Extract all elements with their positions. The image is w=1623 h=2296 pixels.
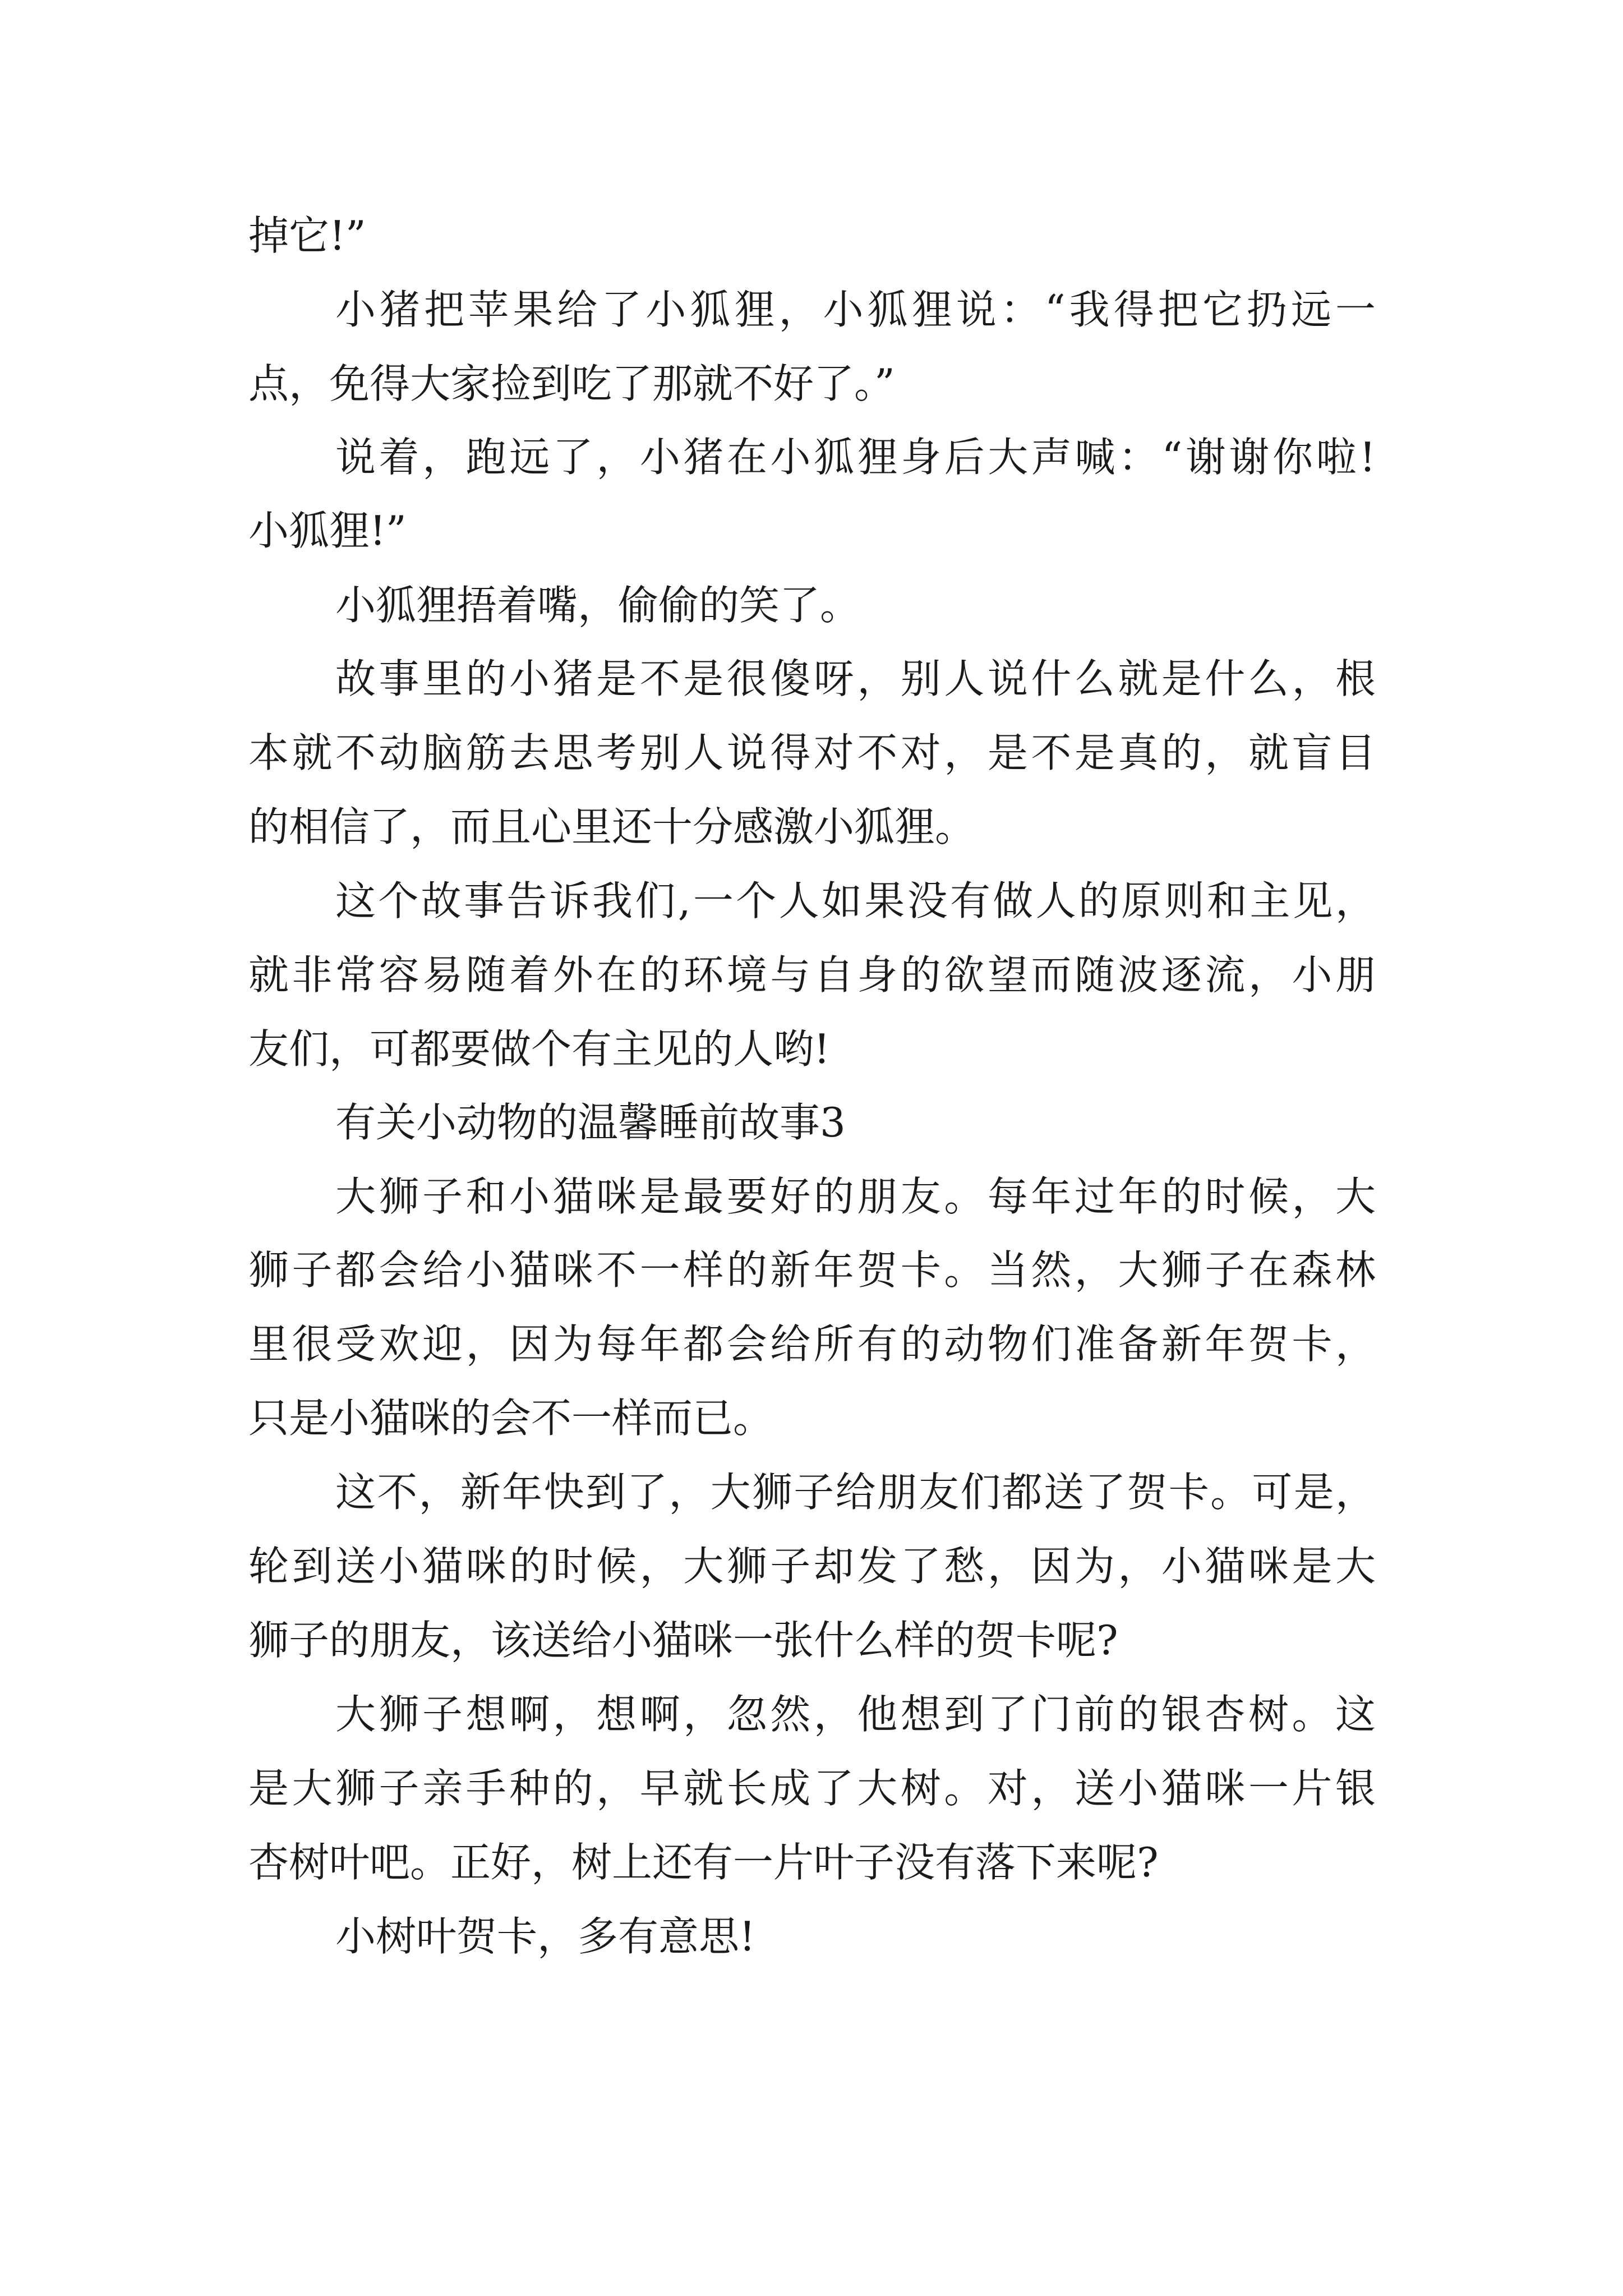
- paragraph-first-line: 小狐狸捂着嘴，偷偷的笑了。: [335, 582, 861, 629]
- text-line: 里很受欢迎，因为每年都会给所有的动物们准备新年贺卡，: [248, 1320, 1376, 1368]
- text-line: 友们，可都要做个有主见的人哟!: [248, 1025, 830, 1073]
- text-line: 小狐狸!”: [248, 507, 407, 554]
- paragraph-first-line: 小猪把苹果给了小狐狸，小狐狸说：“我得把它扔远一: [335, 286, 1376, 333]
- paragraph-first-line: 说着，跑远了，小猪在小狐狸身后大声喊：“谢谢你啦!: [335, 434, 1376, 481]
- paragraph-first-line: 大狮子和小猫咪是最要好的朋友。每年过年的时候，大: [335, 1173, 1376, 1220]
- text-line: 本就不动脑筋去思考别人说得对不对，是不是真的，就盲目: [248, 729, 1376, 776]
- text-line: 就非常容易随着外在的环境与自身的欲望而随波逐流，小朋: [248, 951, 1376, 999]
- section-heading: 有关小动物的温馨睡前故事3: [335, 1099, 846, 1146]
- text-line: 是大狮子亲手种的，早就长成了大树。对，送小猫咪一片银: [248, 1765, 1376, 1812]
- paragraph-first-line: 大狮子想啊，想啊，忽然，他想到了门前的银杏树。这: [335, 1691, 1376, 1738]
- paragraph-first-line: 这个故事告诉我们,一个人如果没有做人的原则和主见，: [335, 877, 1376, 924]
- paragraph-first-line: 故事里的小猪是不是很傻呀，别人说什么就是什么，根: [335, 655, 1376, 702]
- text-line: 狮子都会给小猫咪不一样的新年贺卡。当然，大狮子在森林: [248, 1246, 1376, 1294]
- text-line: 的相信了，而且心里还十分感激小狐狸。: [248, 803, 976, 850]
- text-line: 轮到送小猫咪的时候，大狮子却发了愁，因为，小猫咪是大: [248, 1543, 1376, 1590]
- text-line: 狮子的朋友，该送给小猫咪一张什么样的贺卡呢?: [248, 1617, 1118, 1664]
- text-line: 掉它!”: [248, 212, 366, 259]
- text-line: 杏树叶吧。正好，树上还有一片叶子没有落下来呢?: [248, 1839, 1159, 1886]
- text-line: 只是小猫咪的会不一样而已。: [248, 1395, 774, 1442]
- text-line: 点，免得大家捡到吃了那就不好了。”: [248, 360, 895, 407]
- paragraph-first-line: 这不，新年快到了，大狮子给朋友们都送了贺卡。可是，: [335, 1469, 1376, 1516]
- paragraph-first-line: 小树叶贺卡，多有意思!: [335, 1913, 755, 1960]
